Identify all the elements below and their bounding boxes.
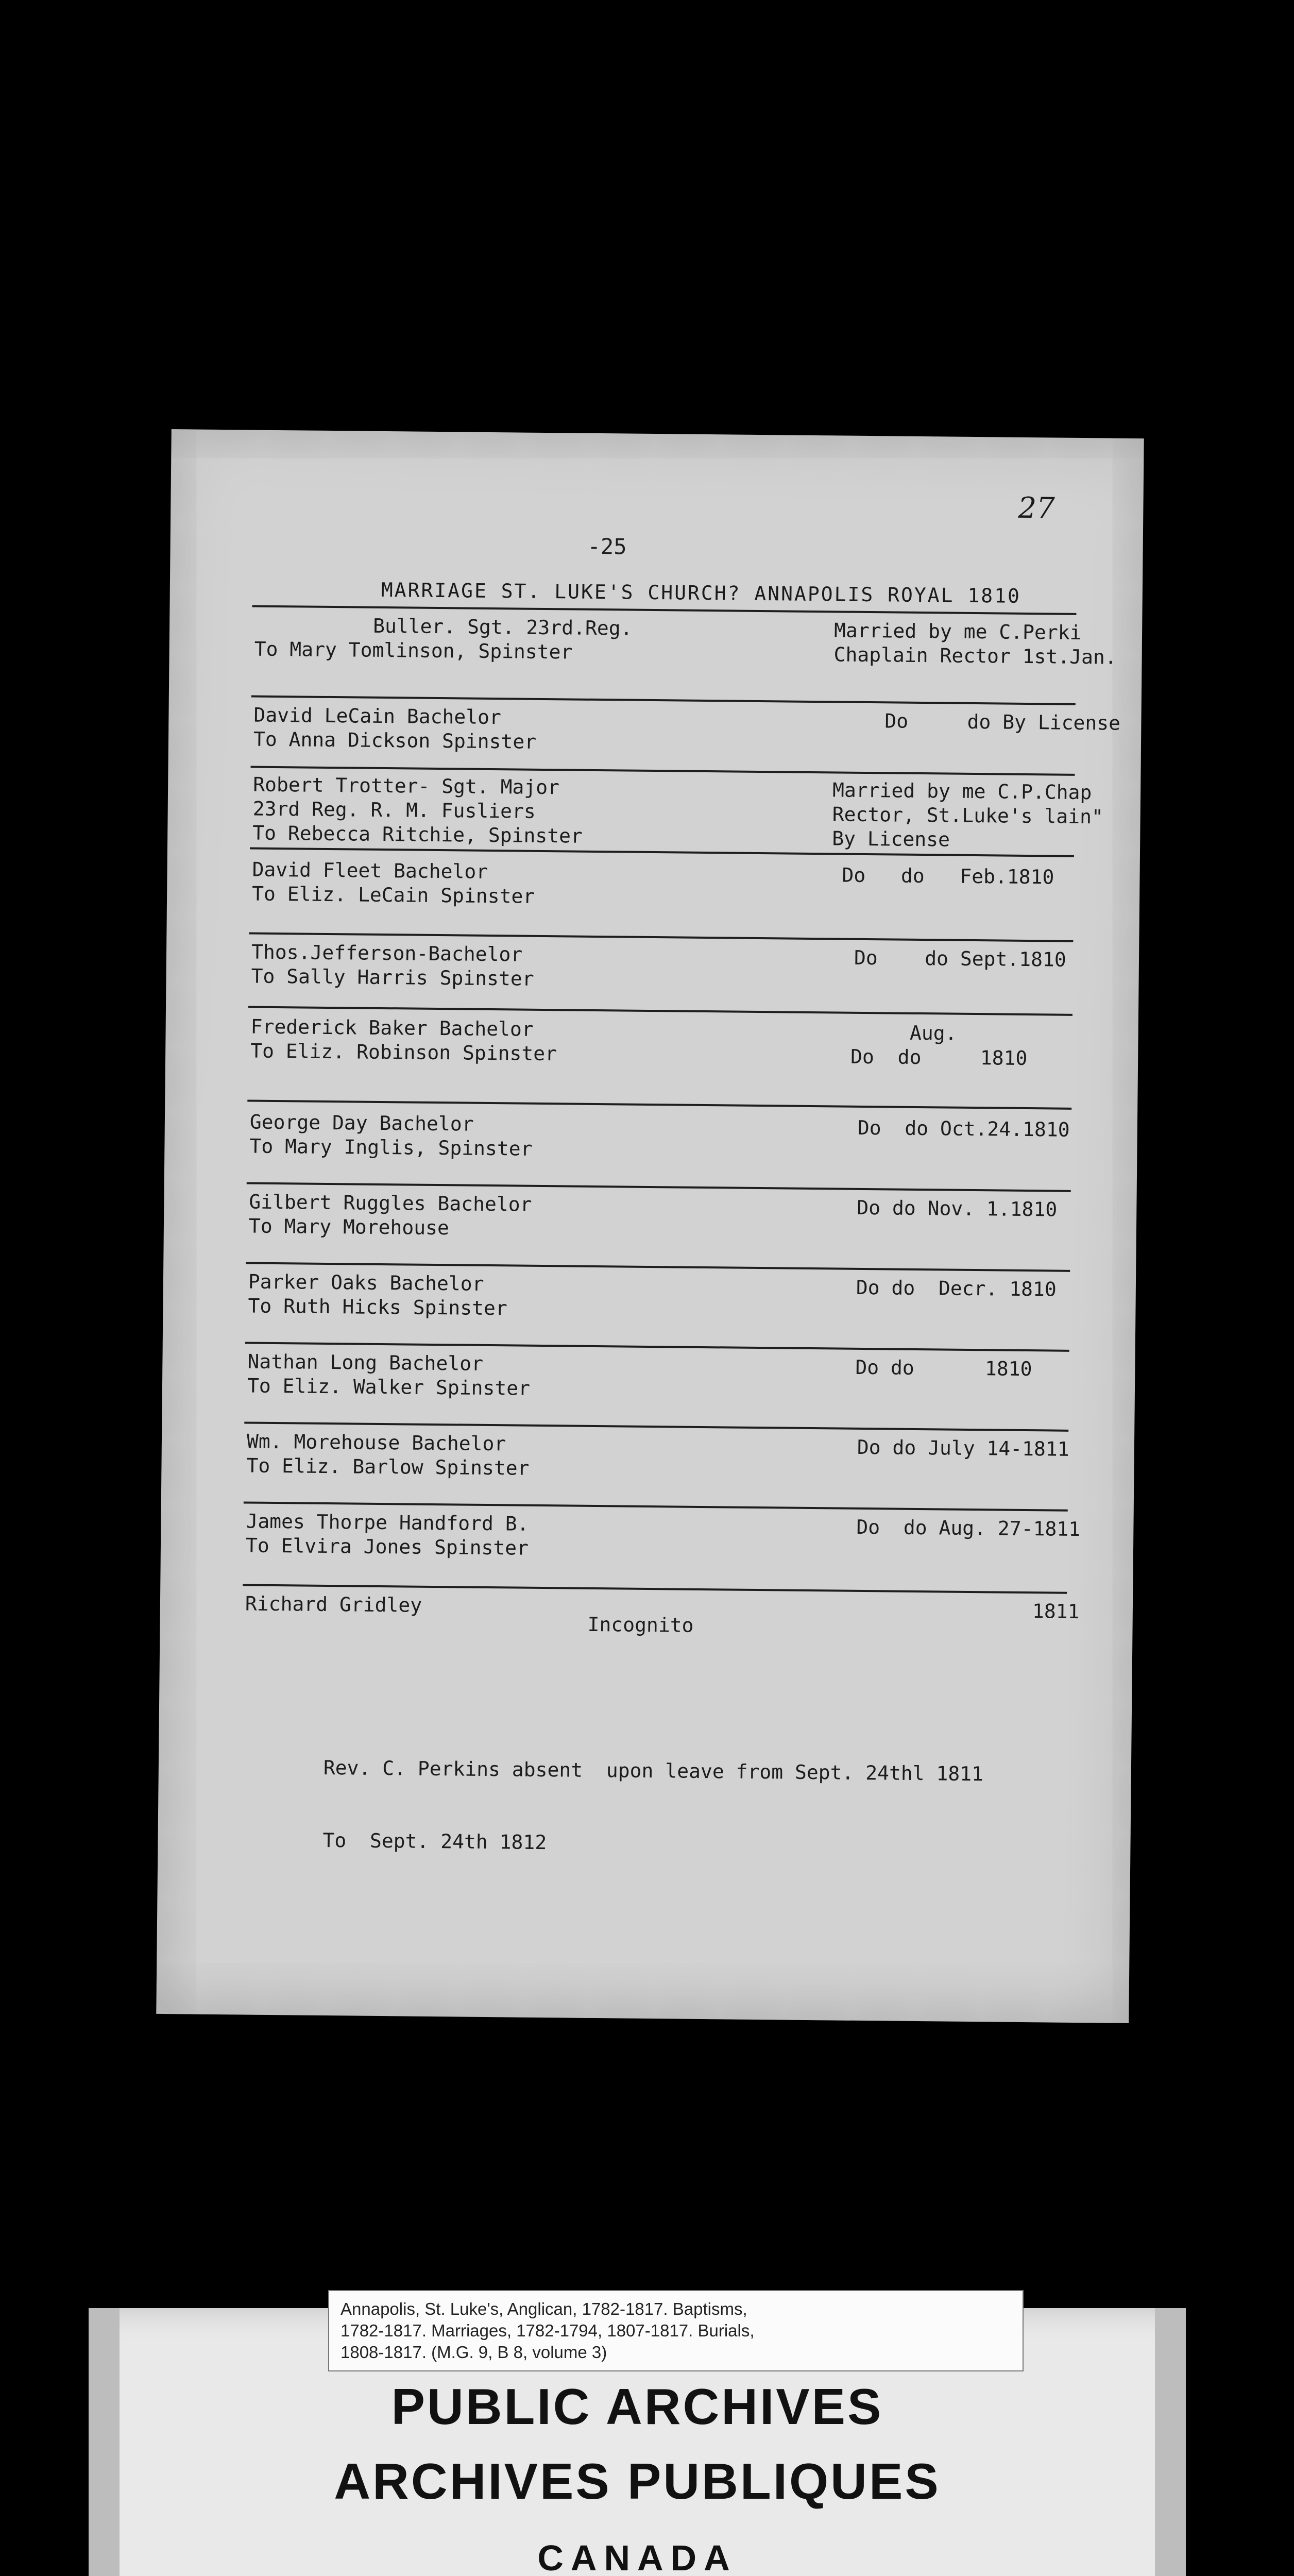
entry-note-line: Do do 1810 (850, 1045, 1028, 1070)
collection-label-line: 1808-1817. (M.G. 9, B 8, volume 3) (340, 2343, 607, 2362)
entry-name-line: To Ruth Hicks Spinster (248, 1294, 507, 1320)
entry-name-line: Thos.Jefferson-Bachelor (251, 940, 523, 966)
entry-note-line: Do do Decr. 1810 (856, 1276, 1057, 1301)
entry-names (253, 703, 815, 757)
entry-note-line: Aug. (850, 1021, 957, 1045)
entry-name-line: James Thorpe Handford B. (246, 1510, 529, 1535)
entry-note-line: 1811 (855, 1598, 1080, 1623)
entry-name-line: Frederick Baker Bachelor (250, 1015, 534, 1041)
entry-name-line: David Fleet Bachelor (252, 858, 488, 883)
entry-officiant-notes (855, 1355, 1174, 1383)
entry-officiant-notes (884, 709, 1204, 736)
leave-notice (322, 1707, 984, 1907)
entry-name-line: David LeCain Bachelor (253, 703, 502, 729)
collection-label-line: 1782-1817. Marriages, 1782-1794, 1807-1817. Burials, (340, 2321, 755, 2340)
entry-note-line: Do do Nov. 1.1810 (857, 1196, 1058, 1221)
entry-officiant-notes (833, 618, 1153, 670)
stamp-canada: CANADA (537, 2538, 737, 2576)
entry-name-line: To Rebecca Ritchie, Spinster (252, 821, 583, 848)
entry-name-line: To Mary Morehouse (248, 1214, 450, 1240)
entry-names (249, 1110, 811, 1164)
entry-name-line: To Eliz. Barlow Spinster (246, 1454, 530, 1480)
entry-officiant-notes (858, 1116, 1177, 1143)
entry-name-line: To Mary Inglis, Spinster (249, 1134, 533, 1160)
stamp-public-archives: PUBLIC ARCHIVES (391, 2378, 883, 2435)
entry-name-line: Wm. Morehouse Bachelor (246, 1430, 506, 1455)
marriage-entry (165, 1109, 1137, 1160)
entry-officiant-notes (842, 863, 1161, 891)
entry-names (254, 613, 816, 667)
entry-names (245, 1591, 807, 1621)
entry-name-line: To Sally Harris Spinster (251, 964, 534, 990)
entry-name-line: To Anna Dickson Spinster (253, 727, 537, 753)
entry-note-line: By License (832, 827, 950, 851)
entry-note-line: Do do Sept.1810 (854, 946, 1067, 971)
entry-officiant-notes (856, 1598, 1175, 1625)
entry-divider-rule (247, 1099, 1071, 1109)
entry-name-line: Nathan Long Bachelor (247, 1350, 484, 1375)
marriage-entry (167, 857, 1140, 908)
entry-names (246, 1509, 808, 1563)
marriage-entry (166, 1014, 1138, 1070)
typed-folio-number: -25 (587, 533, 627, 560)
entry-names (250, 1015, 812, 1069)
entry-officiant-notes (857, 1196, 1176, 1223)
archives-card (89, 2299, 1186, 2576)
entry-names (246, 1430, 808, 1483)
entry-officiant-notes (832, 778, 1152, 854)
entry-name-line: To Eliz. LeCain Spinster (251, 882, 535, 908)
entry-note-line: Married by me C.Perki (833, 619, 1082, 644)
entry-note-line: Do do Feb.1810 (842, 863, 1054, 889)
collection-label-line: Annapolis, St. Luke's, Anglican, 1782-1817. Baptisms, (340, 2299, 747, 2318)
entry-name-line: To Eliz. Robinson Spinster (250, 1039, 557, 1065)
register-heading: MARRIAGE ST. LUKE'S CHURCH? ANNAPOLIS ROYAL 1810 (381, 578, 1021, 607)
entry-officiant-notes (857, 1435, 1177, 1463)
entry-name-line: To Mary Tomlinson, Spinster (254, 637, 573, 664)
entry-note-line: Do do July 14-1811 (857, 1435, 1069, 1461)
entry-note-line: Do do 1810 (855, 1355, 1032, 1381)
entry-officiant-notes (856, 1276, 1176, 1303)
entry-name-line: To Elvira Jones Spinster (245, 1534, 529, 1560)
entry-name-line: To Eliz. Walker Spinster (247, 1374, 531, 1400)
entry-note-line: Do do By License (884, 709, 1121, 735)
entry-note-line: Do do Oct.24.1810 (857, 1116, 1070, 1141)
entry-note-line: Chaplain Rector 1st.Jan. (833, 643, 1117, 669)
entry-names (251, 940, 813, 994)
entry-name-line: Parker Oaks Bachelor (248, 1270, 484, 1295)
entry-officiant-notes (850, 1021, 1170, 1072)
leave-notice-line: Rev. C. Perkins absent upon leave from Sept. 24thl 1811 (323, 1756, 984, 1786)
entry-names (252, 858, 814, 911)
entry-name-line: 23rd Reg. R. M. Fusliers (252, 797, 536, 823)
entry-names (249, 1190, 811, 1244)
entry-officiant-notes (854, 946, 1173, 973)
entry-names (247, 1350, 809, 1403)
entry-note-line: Married by me C.P.Chap (832, 778, 1092, 804)
register-page (156, 429, 1144, 2023)
entry-note-line: Rector, St.Luke's lain" (832, 803, 1104, 828)
entry-divider-rule (248, 1006, 1072, 1015)
entry-officiant-notes (856, 1515, 1176, 1543)
card-edge (1155, 2308, 1186, 2576)
handwritten-page-number: 27 (1018, 491, 1055, 526)
leave-notice-line: To Sept. 24th 1812 (322, 1828, 547, 1854)
collection-label (328, 2290, 1024, 2371)
card-edge (89, 2308, 120, 2576)
entry-names (248, 1270, 810, 1324)
entry-name-line: Robert Trotter- Sgt. Major (252, 773, 560, 799)
incognito-note: Incognito (587, 1613, 694, 1637)
entry-name-line: Richard Gridley (245, 1592, 422, 1617)
entry-name-line: George Day Bachelor (249, 1110, 474, 1136)
entry-note-line: Do do Aug. 27-1811 (856, 1515, 1081, 1541)
entry-name-line: Gilbert Ruggles Bachelor (249, 1190, 532, 1216)
entry-name-line: Buller. Sgt. 23rd.Reg. (372, 614, 633, 640)
stamp-archives-publiques: ARCHIVES PUBLIQUES (334, 2453, 941, 2510)
entry-names (252, 773, 814, 851)
